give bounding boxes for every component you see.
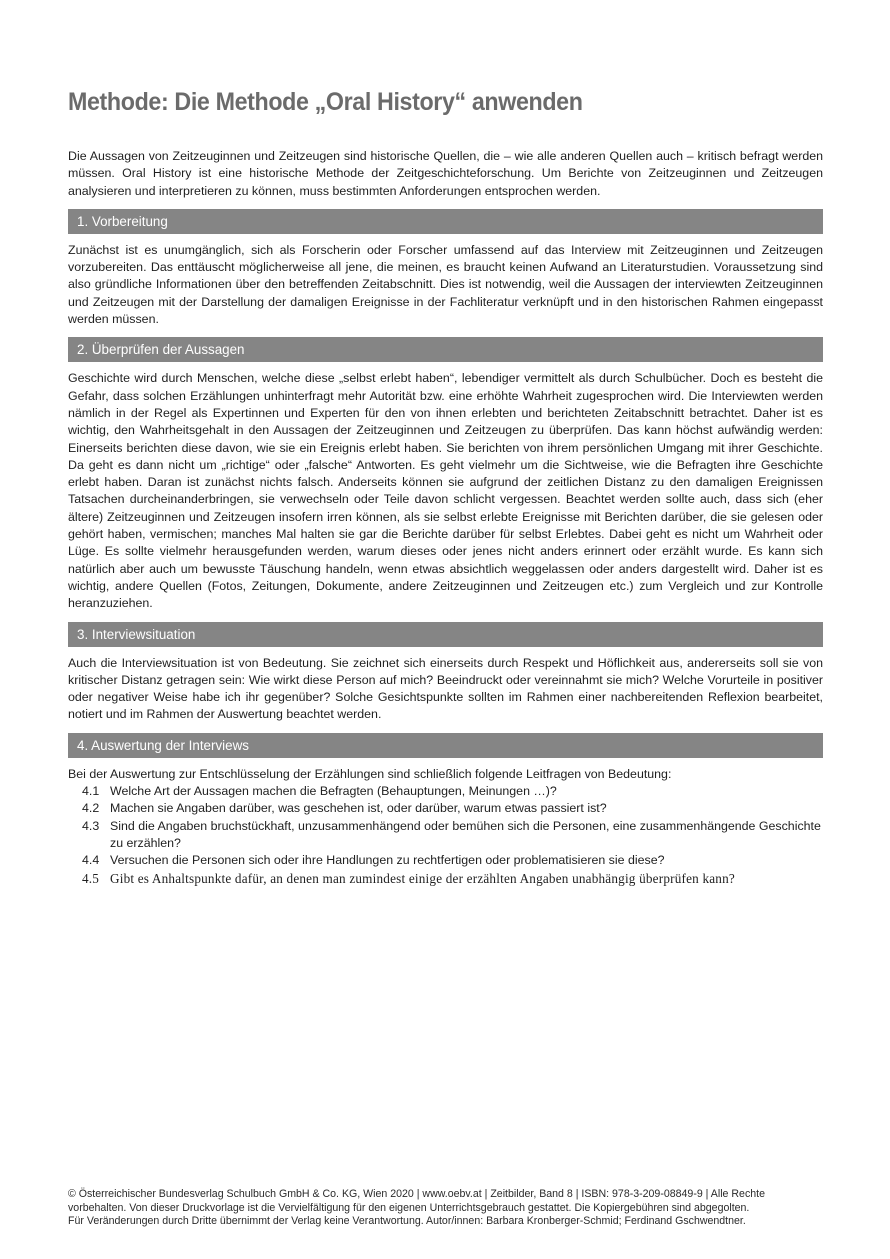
list-item xyxy=(82,870,823,887)
footer-line: vorbehalten. Von dieser Druckvorlage ist die Vervielfältigung für den eigenen Unterrichtsgebrauch gestattet. Die Kopiergebühren sind abgegolten. xyxy=(68,1201,750,1214)
question-number: 4.2 xyxy=(82,801,100,816)
question-list xyxy=(68,783,823,887)
question-text: Welche Art der Aussagen machen die Befragten (Behauptungen, Meinungen …)? xyxy=(110,784,557,799)
question-text: Machen sie Angaben darüber, was geschehen ist, oder darüber, warum etwas passiert ist? xyxy=(110,801,607,816)
footer-line: © Österreichischer Bundesverlag Schulbuch GmbH & Co. KG, Wien 2020 | www.oebv.at | Zeitbilder, Band 8 | ISBN: 978-3-209-08849-9 | Alle Rechte xyxy=(68,1188,765,1200)
section-heading-vorbereitung: 1. Vorbereitung xyxy=(68,209,823,234)
list-item xyxy=(82,818,823,853)
question-number: 4.4 xyxy=(82,853,100,868)
question-text: Versuchen die Personen sich oder ihre Handlungen zu rechtfertigen oder problematisieren sie diese? xyxy=(110,853,665,868)
page-title: Methode: Die Methode „Oral History“ anwenden xyxy=(68,88,583,116)
list-item xyxy=(82,852,823,869)
footer-line: Für Veränderungen durch Dritte übernimmt der Verlag keine Verantwortung. Autor/innen: Barbara Kronberger-Schmid; Ferdinand Gschwendtner. xyxy=(68,1215,746,1228)
copyright-footer xyxy=(68,1188,823,1229)
section-text-vorbereitung: Zunächst ist es unumgänglich, sich als Forscherin oder Forscher umfassend auf das Interview mit Zeitzeuginnen und Zeitzeugen vorzubereiten. Das enttäuscht möglicherweise all jene, die meinen, es braucht keinen Aufwand an Literaturstudien. Voraussetzung sind also gründliche Informationen über den betreffenden Zeitabschnitt. Dies ist notwendig, weil die Aussagen der interviewten Zeitzeuginnen und Zeitzeugen mit der Darstellung der damaligen Ereignisse in der Fachliteratur verknüpft und in den historischen Rahmen eingepasst werden müssen. xyxy=(68,242,823,327)
content xyxy=(68,148,823,887)
intro-paragraph: Die Aussagen von Zeitzeuginnen und Zeitzeugen sind historische Quellen, die – wie alle anderen Quellen auch – kritisch befragt werden müssen. Oral History ist eine historische Methode der Zeitgeschichteforschung. Um Berichte von Zeitzeuginnen und Zeitzeugen analysieren und interpretieren zu können, muss bestimmten Anforderungen entsprochen werden. xyxy=(68,149,823,198)
list-item xyxy=(82,800,823,817)
section-heading-interviewsituation: 3. Interviewsituation xyxy=(68,622,823,647)
section-heading-ueberpruefen: 2. Überprüfen der Aussagen xyxy=(68,337,823,362)
worksheet-page xyxy=(68,0,823,1259)
question-text: Gibt es Anhaltspunkte dafür, an denen man zumindest einige der erzählten Angaben unabhängig überprüfen kann? xyxy=(110,870,735,886)
section-text-auswertung: Bei der Auswertung zur Entschlüsselung der Erzählungen sind schließlich folgende Leitfragen von Bedeutung: xyxy=(68,766,672,781)
section-text-interviewsituation: Auch die Interviewsituation ist von Bedeutung. Sie zeichnet sich einerseits durch Respekt und Höflichkeit aus, andererseits soll sie von kritischer Distanz getragen sein: Wie wirkt diese Person auf mich? Beeindruckt oder vereinnahmt sie mich? Welche Vorurteile in positiver oder negativer Weise habe ich ihr gegenüber? Solche Gesichtspunkte sollten im Rahmen einer nachbereitenden Reflexion bearbeitet, notiert und im Rahmen der Auswertung beachtet werden. xyxy=(68,655,823,722)
section-text-ueberpruefen: Geschichte wird durch Menschen, welche diese „selbst erlebt haben“, lebendiger vermittelt als durch Schulbücher. Doch es besteht die Gefahr, dass solchen Erzählungen unhinterfragt mehr Autorität bzw. eine erhöhte Wahrheit zugesprochen wird. Die Interviewten werden nämlich in der Regel als Expertinnen und Experten für den von ihnen erlebten und berichteten Zeitabschnitt betrachtet. Daher ist es wichtig, den Wahrheitsgehalt in den Aussagen der Zeitzeuginnen und Zeitzeugen zu überprüfen. Das kann höchst aufwändig werden: Einerseits berichten diese davon, wie sie ein Ereignis erlebt haben. Sie berichten von ihrem persönlichen Umgang mit ihrer Geschichte. Da geht es dann nicht um „richtige“ oder „falsche“ Antworten. Es geht vielmehr um die Sichtweise, wie die Befragten ihre Geschichte erlebt haben. Daran ist zunächst nichts falsch. Anderseits können sie aufgrund der zeitlichen Distanz zu den damaligen Ereignissen Tatsachen durcheinanderbringen, sie verwechseln oder Teile davon schlicht vergessen. Beachtet werden sollte auch, dass sich (eher ältere) Zeitzeuginnen und Zeitzeugen insofern irren können, als sie selbst erlebte Ereignisse mit Berichten darüber, die sie gelesen oder gehört haben, vermischen; manches Mal halten sie gar die Berichte darüber für selbst Erlebtes. Dabei geht es nicht um Wahrheit oder Lüge. Es sollte vielmehr herausgefunden werden, warum dieses oder jenes nicht anders erinnert oder erzählt wurde. Es kann sich natürlich aber auch um bewusste Täuschung handeln, wenn etwas absichtlich weggelassen oder anders dargestellt wird. Daher ist es wichtig, andere Quellen (Fotos, Zeitungen, Dokumente, andere Zeitzeuginnen und Zeitzeugen etc.) zum Vergleich und zur Kontrolle heranzuziehen. xyxy=(68,371,823,611)
section-heading-auswertung: 4. Auswertung der Interviews xyxy=(68,733,823,758)
question-number: 4.3 xyxy=(82,818,100,833)
list-item xyxy=(82,783,823,800)
question-number: 4.5 xyxy=(82,870,100,886)
question-number: 4.1 xyxy=(82,784,100,799)
question-text: Sind die Angaben bruchstückhaft, unzusammenhängend oder bemühen sich die Personen, eine zusammenhängende Geschichte zu erzählen? xyxy=(110,818,821,850)
